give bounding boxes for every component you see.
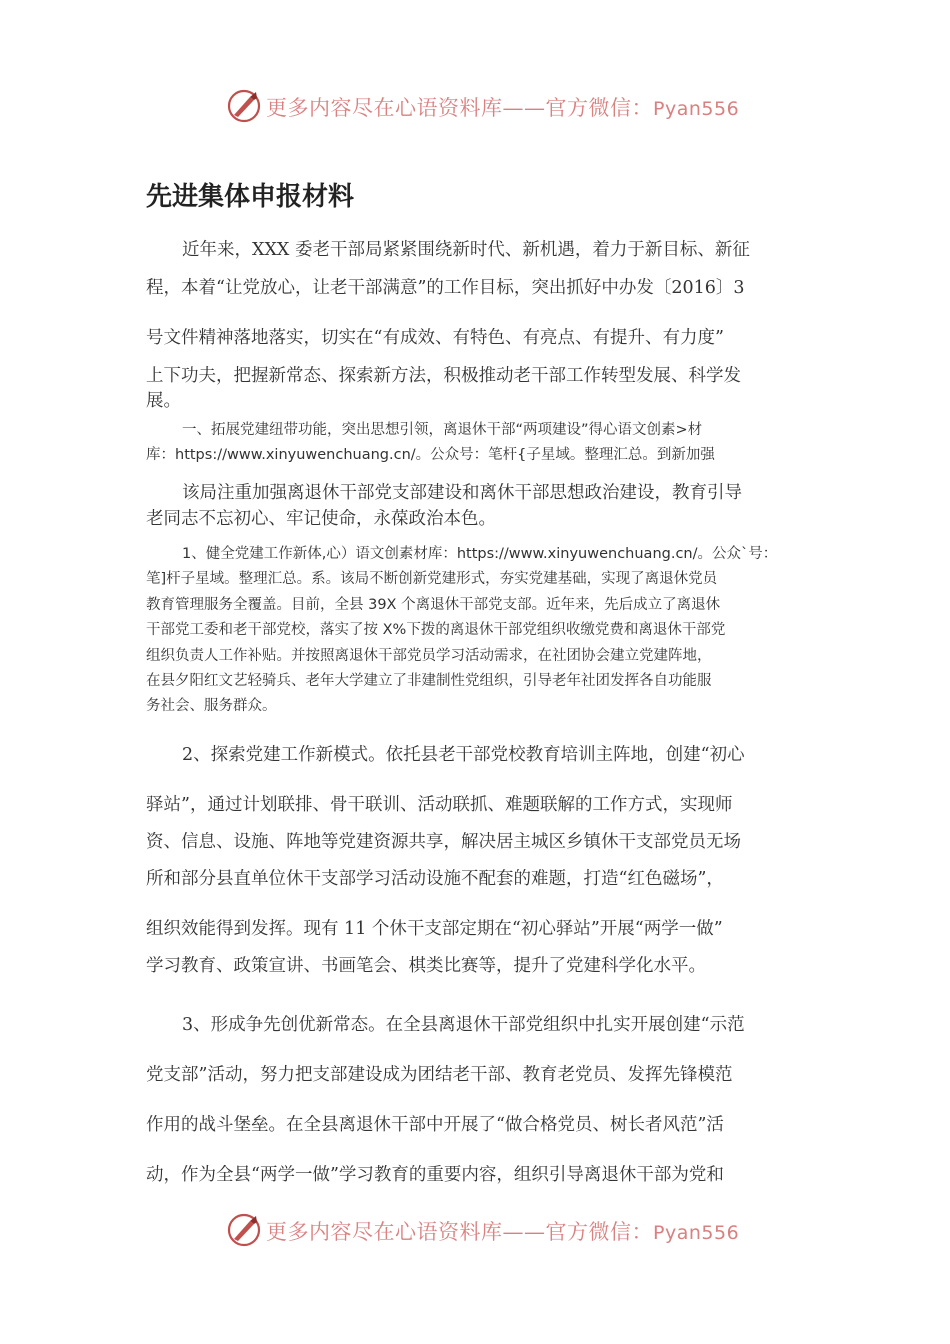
quill-pen-logo-icon [226, 88, 262, 124]
paragraph-line: 在县夕阳红文艺轻骑兵、老年大学建立了非建制性党组织，引导老年社团发挥各自功能服 [146, 673, 712, 690]
paragraph-line: 驿站”，通过计划联排、骨干联训、活动联抓、难题联解的工作方式，实现师 [146, 795, 733, 815]
banner-wechat-id: Pyan556 [653, 98, 740, 120]
quill-pen-logo-icon [226, 1212, 262, 1248]
paragraph-line: 该局注重加强离退休干部党支部建设和离休干部思想政治建设，教育引导 [182, 483, 742, 503]
paragraph-intro [146, 231, 808, 413]
paragraph-line: 所和部分县直单位休干支部学习活动设施不配套的难题，打造“红色磁场”， [146, 869, 724, 889]
paragraph-line: 程，本着“让党放心，让老干部满意”的工作目标，突出抓好中办发〔2016〕3 [146, 278, 745, 298]
paragraph-line: 库：https://www.xinyuwenchuang.cn/。公众号：笔杆{子星域。整理汇总。到新加强 [146, 447, 715, 463]
section-heading-one [146, 418, 808, 468]
paragraph-line: 近年来，XXX 委老干部局紧紧围绕新时代、新机遇，着力于新目标、新征 [182, 240, 750, 260]
paragraph-line: 号文件精神落地落实，切实在“有成效、有特色、有亮点、有提升、有力度” [146, 328, 724, 348]
paragraph-line: 老同志不忘初心、牢记使命，永葆政治本色。 [146, 509, 496, 529]
banner-text [266, 92, 739, 122]
paragraph-item-1 [146, 542, 808, 720]
paragraph-line: 学习教育、政策宣讲、书画笔会、棋类比赛等，提升了党建科学化水平。 [146, 956, 706, 976]
paragraph-line: 干部党工委和老干部党校，落实了按 X%下拨的离退休干部党组织收缴党费和离退休干部党 [146, 622, 726, 639]
paragraph-line: 组织效能得到发挥。现有 11 个休干支部定期在“初心驿站”开展“两学一做” [146, 919, 723, 939]
paragraph-party-building [146, 480, 808, 532]
paragraph-line: 上下功夫，把握新常态、探索新方法，积极推动老干部工作转型发展、科学发 [146, 366, 741, 386]
paragraph-line: 展。 [146, 391, 181, 411]
paragraph-item-3 [146, 1000, 808, 1200]
banner-text [266, 1216, 739, 1246]
footer-banner [0, 1208, 950, 1252]
paragraph-line: 笔]杆子星域。整理汇总。系。该局不断创新党建形式，夯实党建基础，实现了离退休党员 [146, 571, 718, 588]
paragraph-line: 3、形成争先创优新常态。在全县离退休干部党组织中扎实开展创建“示范 [182, 1015, 745, 1035]
banner-slogan: 更多内容尽在心语资料库——官方微信： [266, 1220, 653, 1244]
paragraph-line: 一、拓展党建纽带功能，突出思想引领，离退休干部“两项建设”得心语文创素>材 [182, 422, 703, 438]
header-banner [0, 84, 950, 128]
paragraph-line: 1、健全党建工作新体,心）语文创素材库：https://www.xinyuwenchuang.cn/。公众`号： [182, 546, 778, 562]
paragraph-line: 组织负责人工作补贴。并按照离退休干部党员学习活动需求，在社团协会建立党建阵地， [146, 647, 712, 664]
banner-wechat-id: Pyan556 [653, 1222, 740, 1244]
paragraph-line: 资、信息、设施、阵地等党建资源共享，解决居主城区乡镇休干支部党员无场 [146, 832, 741, 852]
paragraph-line: 教育管理服务全覆盖。目前，全县 39X 个离退休干部党支部。近年来，先后成立了离退休 [146, 596, 721, 613]
paragraph-line: 动，作为全县“两学一做”学习教育的重要内容，组织引导离退休干部为党和 [146, 1165, 724, 1185]
paragraph-line: 2、探索党建工作新模式。依托县老干部党校教育培训主阵地，创建“初心 [182, 745, 745, 765]
banner-slogan: 更多内容尽在心语资料库——官方微信： [266, 96, 653, 120]
paragraph-line: 务社会、服务群众。 [146, 698, 277, 715]
document-title: 先进集体申报材料 [146, 182, 355, 212]
paragraph-item-2 [146, 737, 808, 985]
paragraph-line: 作用的战斗堡垒。在全县离退休干部中开展了“做合格党员、树长者风范”活 [146, 1115, 724, 1135]
paragraph-line: 党支部”活动，努力把支部建设成为团结老干部、教育老党员、发挥先锋模范 [146, 1065, 733, 1085]
